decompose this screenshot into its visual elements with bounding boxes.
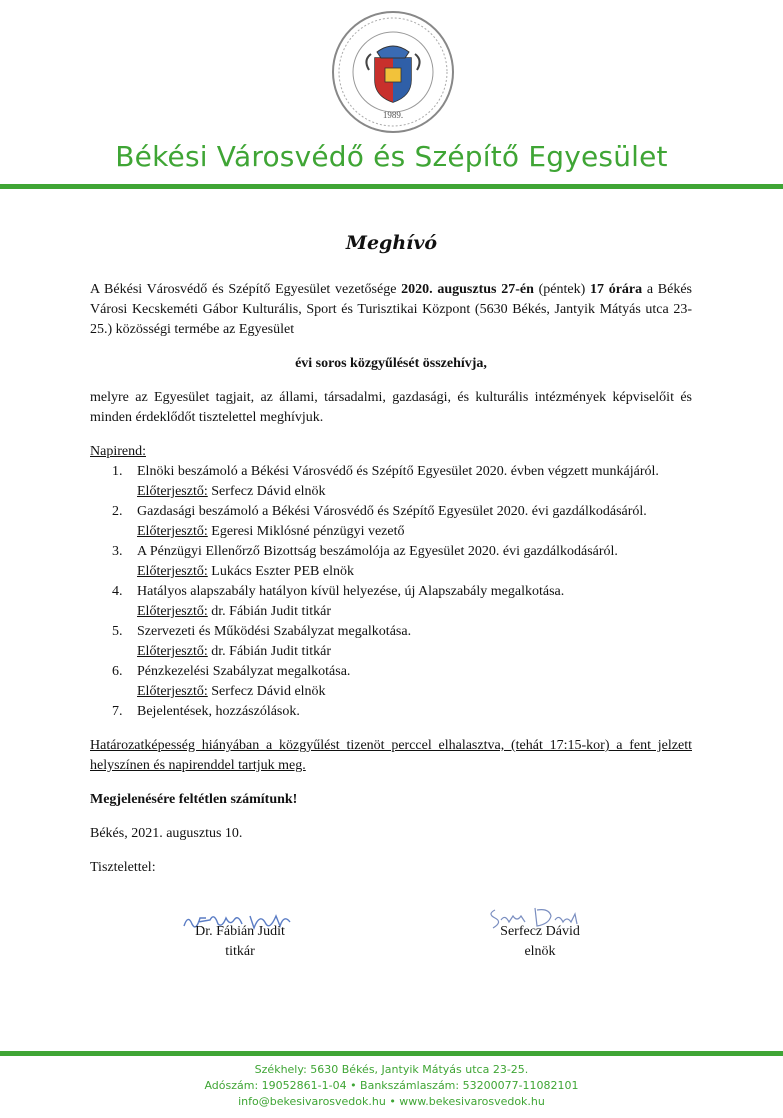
agenda-item	[112, 622, 692, 662]
signatory-role: elnök	[524, 944, 556, 959]
intro-text-3: a Békés Városi Kecskeméti Gábor Kulturális, Sport és Turisztikai Központ (5630 Békés, Jantyik Mátyás utca 23-25.) közösségi termébe az Egyesület	[90, 282, 692, 337]
signatory-name: Serfecz Dávid	[500, 924, 580, 939]
agenda-number: 2.	[112, 504, 123, 519]
footer-bank-details: Adószám: 19052861-1-04 • Bankszámlaszám: 53200077-11082101	[204, 1079, 579, 1092]
signature-block-secretary	[170, 922, 310, 962]
agenda-item	[112, 462, 692, 502]
agenda-number: 5.	[112, 624, 123, 639]
signatory-role: titkár	[225, 944, 255, 959]
intro-text-1: A Békési Városvédő és Szépítő Egyesület vezetősége	[90, 282, 402, 297]
agenda-number: 4.	[112, 584, 123, 599]
intro-paragraph	[90, 280, 692, 340]
footer-contact-links: info@bekesivarosvedok.hu • www.bekesivarosvedok.hu	[238, 1095, 545, 1108]
agenda-number: 6.	[112, 664, 123, 679]
organization-seal-logo	[331, 10, 455, 134]
signature-block-president	[470, 922, 610, 962]
agenda-item	[112, 662, 692, 702]
agenda-text: Gazdasági beszámoló a Békési Városvédő és Szépítő Egyesület 2020. évi gazdálkodásáról.	[137, 504, 647, 519]
agenda-number: 1.	[112, 464, 123, 479]
signatory-name: Dr. Fábián Judit	[195, 924, 285, 939]
document-title: Meghívó	[345, 232, 438, 254]
regards: Tisztelettel:	[90, 860, 156, 875]
agenda-number: 7.	[112, 704, 123, 719]
agenda-presenter: Előterjesztő: Serfecz Dávid elnök	[137, 484, 326, 499]
letterhead	[0, 0, 783, 200]
agenda-presenter: Előterjesztő: Serfecz Dávid elnök	[137, 684, 326, 699]
attendance-expectation: Megjelenésére feltétlen számítunk!	[90, 792, 298, 807]
agenda-presenter: Előterjesztő: Egeresi Miklósné pénzügyi vezető	[137, 524, 405, 539]
agenda-text: A Pénzügyi Ellenőrző Bizottság beszámolója az Egyesület 2020. évi gazdálkodásáról.	[137, 544, 618, 559]
agenda-item	[112, 582, 692, 622]
agenda-number: 3.	[112, 544, 123, 559]
organization-name: Békési Városvédő és Szépítő Egyesület	[115, 140, 668, 173]
agenda-presenter: Előterjesztő: Lukács Eszter PEB elnök	[137, 564, 354, 579]
quorum-note: Határozatképesség hiányában a közgyűlést tizenöt perccel elhalasztva, (tehát 17:15-kor) a fent jelzett helyszínen és napirenddel tartjuk meg.	[90, 738, 692, 773]
agenda-item	[112, 502, 692, 542]
footer-divider	[0, 1051, 783, 1056]
agenda-text: Szervezeti és Működési Szabályzat megalkotása.	[137, 624, 412, 639]
agenda-text: Pénzkezelési Szabályzat megalkotása.	[137, 664, 351, 679]
place-and-date: Békés, 2021. augusztus 10.	[90, 826, 243, 841]
intro-text-2: (péntek)	[533, 282, 590, 297]
footer-contact	[0, 1062, 783, 1110]
seal-year: 1989.	[382, 110, 404, 120]
meeting-time: 17 órára	[589, 282, 643, 297]
agenda-text: Elnöki beszámoló a Békési Városvédő és Szépítő Egyesület 2020. évben végzett munkájáról.	[137, 464, 659, 479]
agenda-presenter: Előterjesztő: dr. Fábián Judit titkár	[137, 604, 332, 619]
meeting-date: 2020. augusztus 27-én	[401, 282, 534, 297]
header-divider	[0, 184, 783, 189]
agenda-presenter: Előterjesztő: dr. Fábián Judit titkár	[137, 644, 332, 659]
footer-address: Székhely: 5630 Békés, Jantyik Mátyás utca 23-25.	[254, 1063, 529, 1076]
agenda-item	[112, 542, 692, 582]
invite-paragraph: melyre az Egyesület tagjait, az állami, társadalmi, gazdasági, és kulturális intézmények képviselőit és minden érdeklődőt tisztelettel meghívjuk.	[90, 390, 692, 425]
agenda-item	[112, 702, 692, 722]
agenda-list	[112, 462, 692, 722]
agenda-text: Bejelentések, hozzászólások.	[137, 704, 300, 719]
agenda-title: Napirend:	[90, 444, 146, 459]
document-body	[90, 280, 692, 878]
convene-line: évi soros közgyűlését összehívja,	[295, 356, 487, 371]
agenda-text: Hatályos alapszabály hatályon kívül helyezése, új Alapszabály megalkotása.	[137, 584, 565, 599]
